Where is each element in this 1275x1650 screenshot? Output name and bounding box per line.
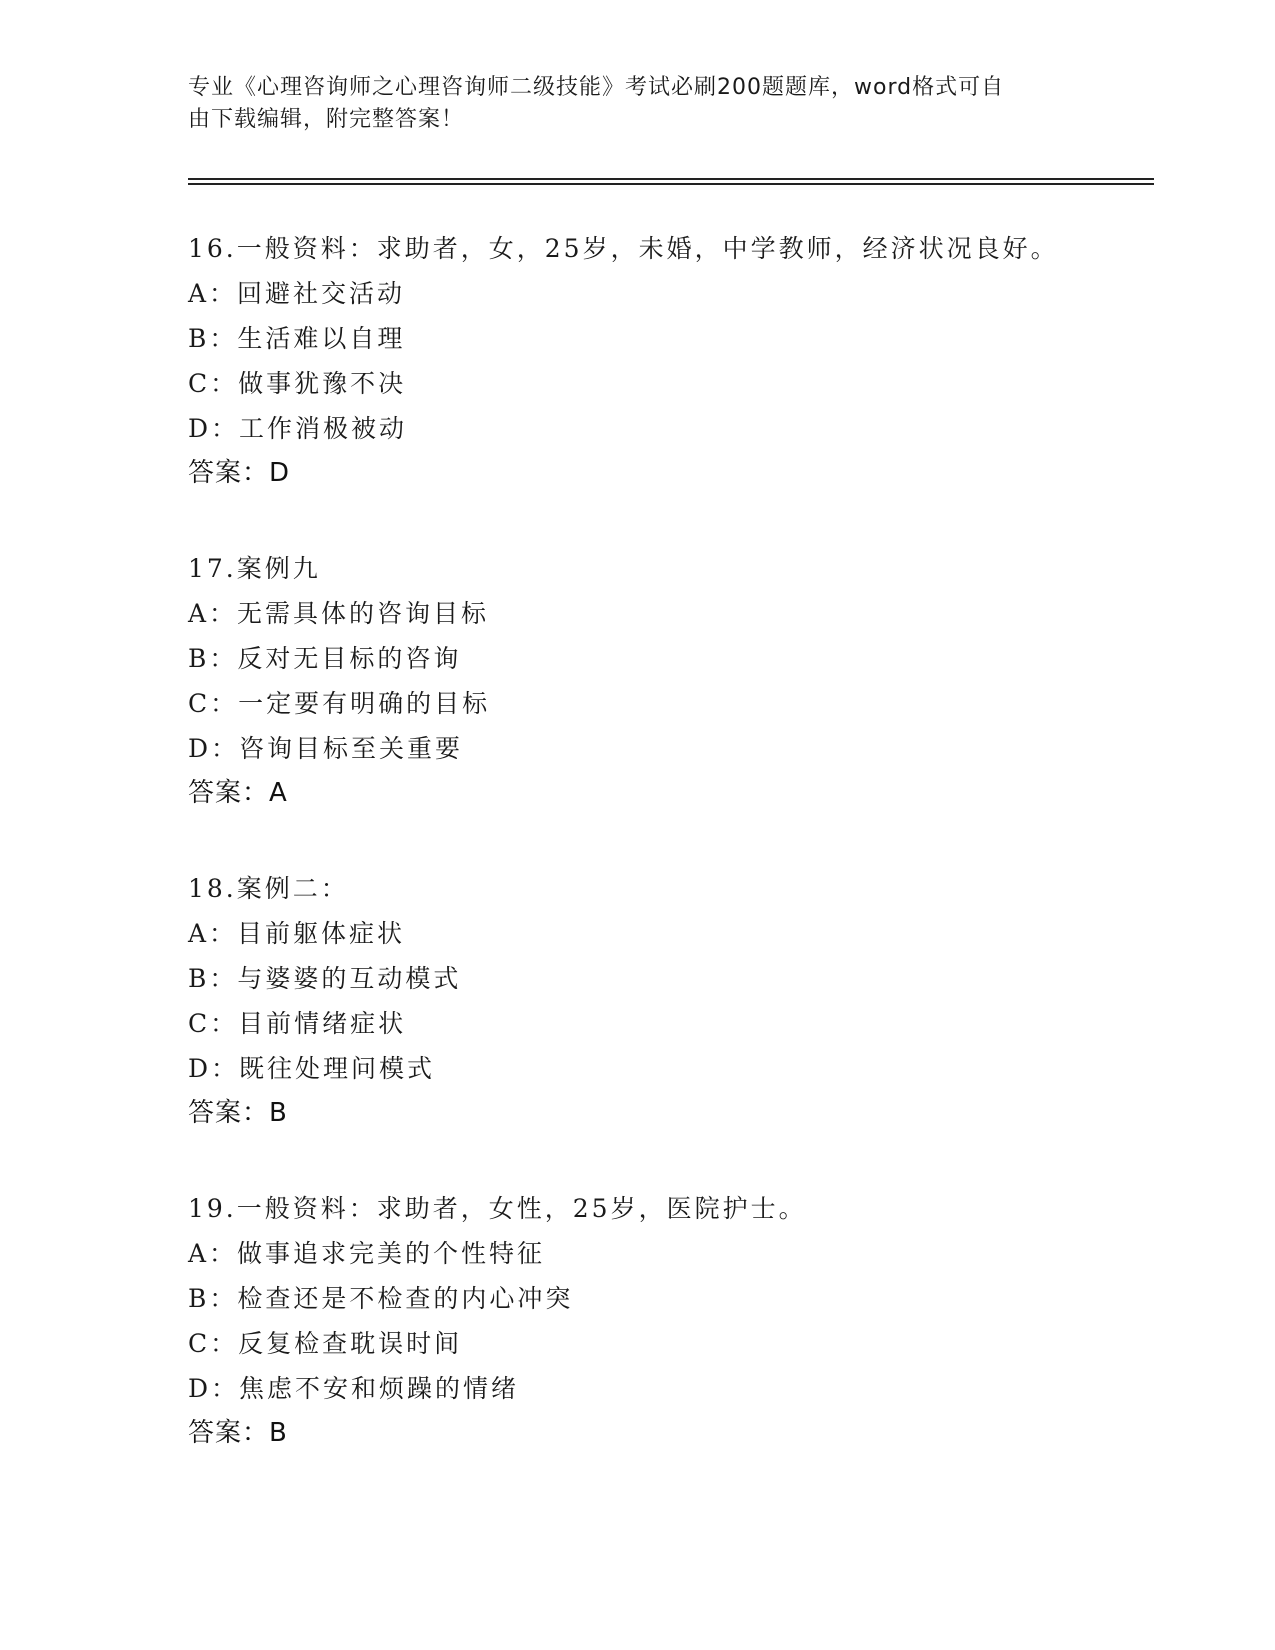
answer-line <box>188 451 1148 496</box>
option-a: A：无需具体的咨询目标 <box>188 599 490 628</box>
answer-line <box>188 1091 1148 1136</box>
option-d: D：工作消极被动 <box>188 414 408 443</box>
answer-value: B <box>269 1098 288 1128</box>
answer-label: 答案： <box>188 1098 270 1128</box>
question-17 <box>188 546 1148 816</box>
answer-line <box>188 771 1148 816</box>
answer-label: 答案： <box>188 1418 270 1448</box>
option-c: C：反复检查耽误时间 <box>188 1329 463 1358</box>
question-stem: 19.一般资料：求助者，女性，25岁，医院护士。 <box>188 1194 807 1223</box>
option-a: A：目前躯体症状 <box>188 919 406 948</box>
header-divider-top <box>188 178 1154 180</box>
question-stem: 18.案例二： <box>188 874 349 903</box>
answer-value: A <box>269 778 288 808</box>
header-divider-bottom <box>188 183 1154 185</box>
header-line-1: 专业《心理咨询师之心理咨询师二级技能》考试必刷200题题库，word格式可自 <box>188 75 1005 100</box>
answer-value: B <box>269 1418 288 1448</box>
document-header <box>188 72 1068 136</box>
question-stem: 16.一般资料：求助者，女，25岁，未婚，中学教师，经济状况良好。 <box>188 234 1059 263</box>
question-stem: 17.案例九 <box>188 554 321 583</box>
answer-label: 答案： <box>188 778 270 808</box>
question-18 <box>188 866 1148 1136</box>
answer-line <box>188 1411 1148 1456</box>
option-b: B：与婆婆的互动模式 <box>188 964 462 993</box>
question-19 <box>188 1186 1148 1456</box>
option-b: B：生活难以自理 <box>188 324 406 353</box>
option-c: C：一定要有明确的目标 <box>188 689 491 718</box>
header-line-2: 由下载编辑，附完整答案！ <box>188 107 465 132</box>
answer-value: D <box>269 458 291 488</box>
question-16 <box>188 226 1148 496</box>
option-c: C：做事犹豫不决 <box>188 369 407 398</box>
option-d: D：焦虑不安和烦躁的情绪 <box>188 1374 520 1403</box>
option-a: A：做事追求完美的个性特征 <box>188 1239 546 1268</box>
answer-label: 答案： <box>188 458 270 488</box>
option-a: A：回避社交活动 <box>188 279 406 308</box>
option-c: C：目前情绪症状 <box>188 1009 407 1038</box>
option-d: D：咨询目标至关重要 <box>188 734 464 763</box>
option-d: D：既往处理问模式 <box>188 1054 436 1083</box>
option-b: B：反对无目标的咨询 <box>188 644 462 673</box>
option-b: B：检查还是不检查的内心冲突 <box>188 1284 574 1313</box>
